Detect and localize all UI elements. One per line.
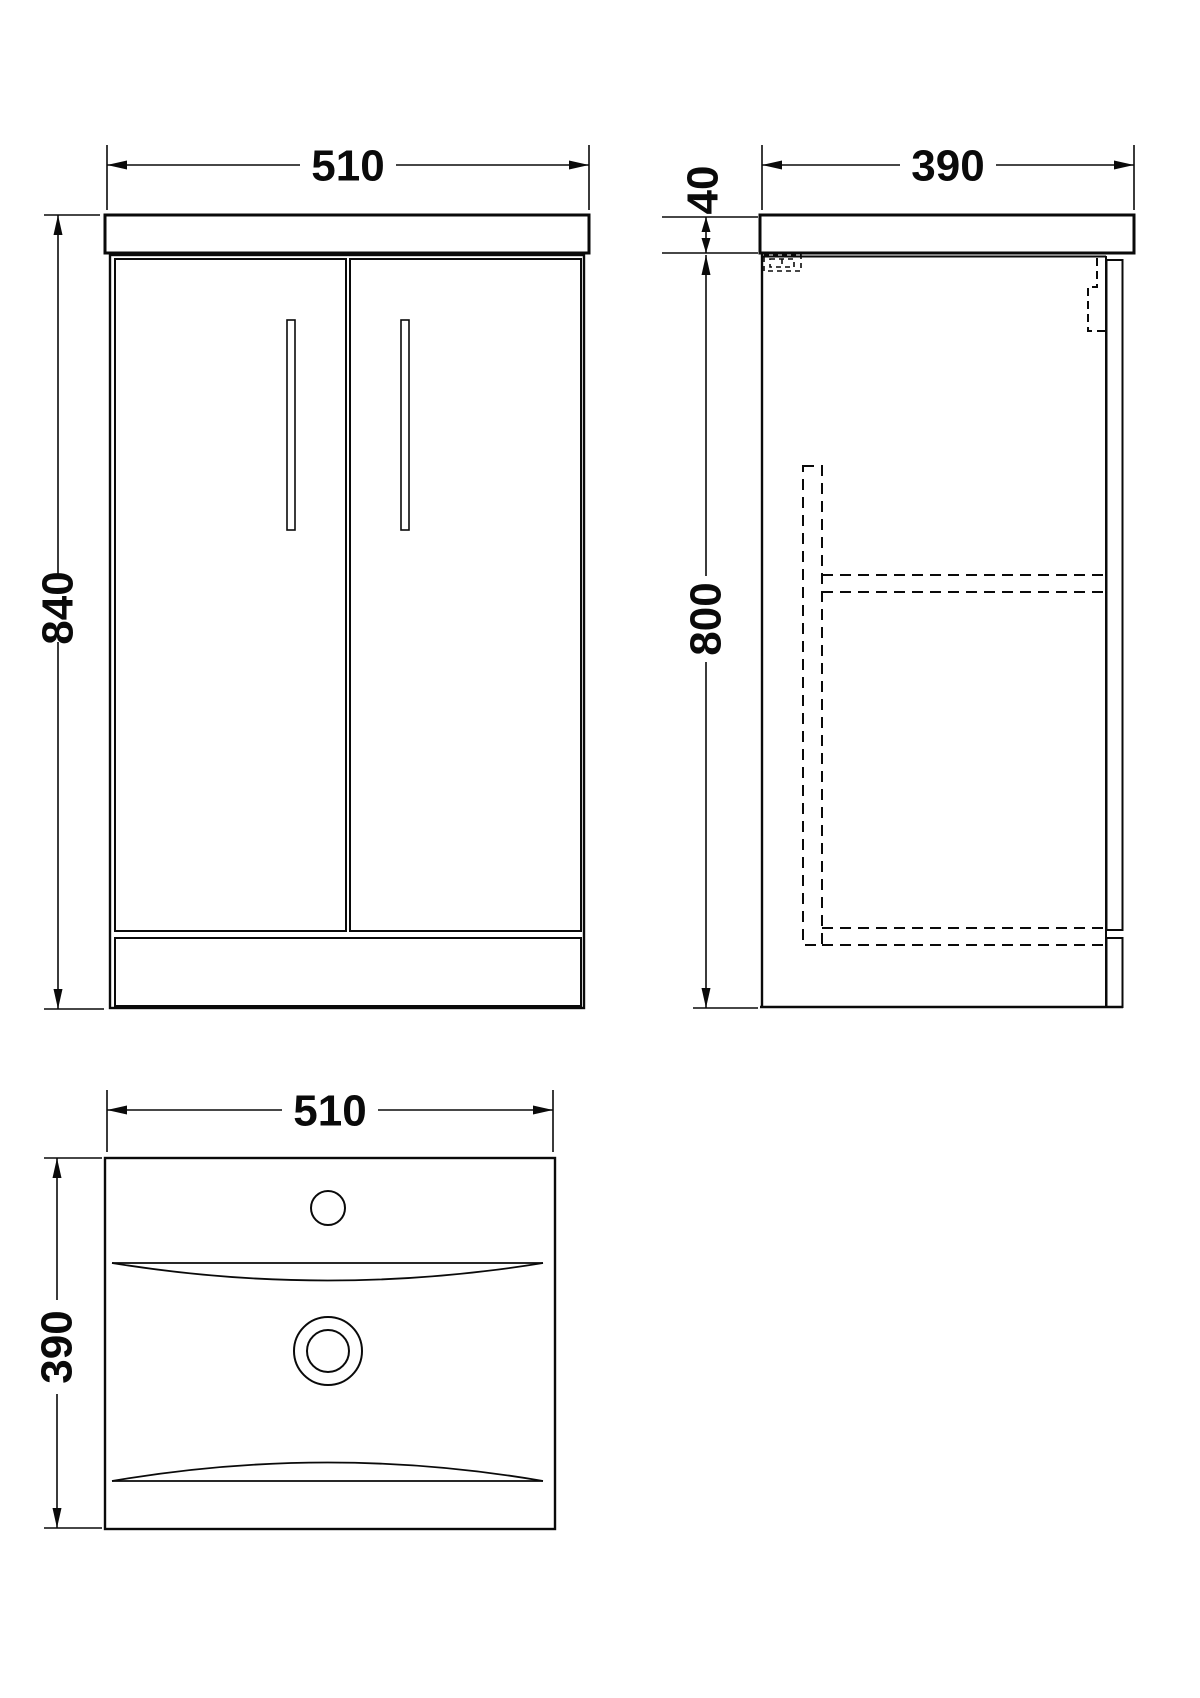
arrow-down-icon bbox=[702, 238, 711, 253]
arrow-up-icon bbox=[53, 1158, 62, 1178]
basin-upper-edge-curve bbox=[112, 1263, 543, 1281]
plan-width-dimension bbox=[107, 1087, 553, 1153]
drain-inner-ring bbox=[307, 1330, 349, 1372]
arrow-down-icon bbox=[54, 989, 63, 1009]
hidden-internal-panel bbox=[803, 466, 822, 945]
side-depth-label: 390 bbox=[911, 141, 985, 191]
plan-depth-dimension bbox=[33, 1158, 103, 1528]
front-width-label: 510 bbox=[311, 141, 385, 191]
front-height-label: 840 bbox=[33, 571, 83, 645]
arrow-right-icon bbox=[533, 1106, 553, 1115]
arrow-up-icon bbox=[702, 217, 711, 232]
arrow-right-icon bbox=[569, 161, 589, 170]
side-height-dimension bbox=[682, 255, 759, 1008]
front-left-door bbox=[115, 259, 346, 931]
plan-depth-label: 390 bbox=[32, 1310, 82, 1384]
side-door-panel bbox=[1107, 260, 1123, 930]
arrow-right-icon bbox=[1114, 161, 1134, 170]
arrow-down-icon bbox=[702, 988, 711, 1008]
hidden-hinge-plate bbox=[1088, 258, 1105, 331]
arrow-up-icon bbox=[702, 255, 711, 275]
front-view bbox=[34, 142, 590, 1010]
side-counter-thickness-dimension bbox=[662, 166, 758, 253]
side-countertop bbox=[760, 215, 1134, 253]
side-plinth-panel bbox=[1107, 938, 1123, 1007]
arrow-left-icon bbox=[107, 1106, 127, 1115]
side-view bbox=[662, 142, 1134, 1009]
plan-width-label: 510 bbox=[293, 1086, 367, 1136]
front-right-door bbox=[350, 259, 581, 931]
side-depth-dimension bbox=[762, 142, 1134, 211]
arrow-down-icon bbox=[53, 1508, 62, 1528]
arrow-up-icon bbox=[54, 215, 63, 235]
basin-upper-edge bbox=[112, 1263, 543, 1281]
tap-hole bbox=[311, 1191, 345, 1225]
front-height-dimension bbox=[34, 215, 105, 1009]
side-height-label: 800 bbox=[681, 582, 731, 656]
front-plinth-panel bbox=[115, 938, 581, 1006]
front-countertop bbox=[105, 215, 589, 253]
basin-lower-edge bbox=[112, 1463, 543, 1482]
basin-lower-edge-curve bbox=[112, 1463, 543, 1482]
plan-view bbox=[33, 1087, 556, 1530]
arrow-left-icon bbox=[762, 161, 782, 170]
side-counter-thickness-label: 40 bbox=[678, 165, 728, 215]
drain-outer-ring bbox=[294, 1317, 362, 1385]
right-door-handle bbox=[401, 320, 409, 530]
front-width-dimension bbox=[107, 142, 589, 211]
left-door-handle bbox=[287, 320, 295, 530]
arrow-left-icon bbox=[107, 161, 127, 170]
